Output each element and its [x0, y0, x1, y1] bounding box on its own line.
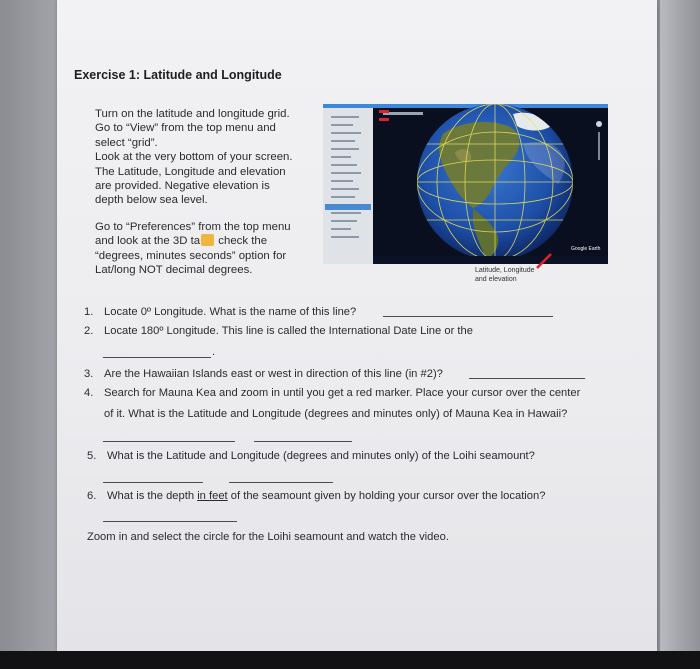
question-number: 1. [84, 306, 94, 318]
worksheet-page [57, 0, 657, 651]
intro-line: Go to “View” from the top menu and [95, 122, 276, 135]
answer-blank-q6[interactable] [103, 521, 237, 522]
prefs-line: Go to “Preferences” from the top menu [95, 221, 291, 233]
intro-line: depth below sea level. [95, 194, 208, 207]
caption-line: and elevation [475, 276, 517, 283]
page-title: Exercise 1: Latitude and Longitude [74, 68, 282, 82]
intro-line: The Latitude, Longitude and elevation [95, 165, 286, 178]
question-5 [87, 450, 535, 462]
answer-blank-q1[interactable] [383, 316, 553, 317]
prefs-line: “degrees, minutes seconds” option for [95, 249, 287, 262]
question-3 [84, 368, 443, 380]
question-number: 5. [87, 450, 97, 462]
background-right [660, 0, 700, 669]
bottom-edge [0, 651, 700, 669]
answer-blank-q3[interactable] [469, 378, 585, 379]
intro-line: Look at the very bottom of your screen. [95, 151, 293, 164]
question-text: Locate 0º Longitude. What is the name of this line? [104, 306, 357, 318]
question-number: 2. [84, 325, 94, 337]
question-text: of the seamount given by holding your cursor over the location? [227, 490, 546, 502]
question-1 [84, 306, 356, 318]
question-2 [84, 325, 473, 337]
question-text: Are the Hawaiian Islands east or west in direction of this line (in #2)? [104, 368, 443, 380]
intro-line: Turn on the latitude and longitude grid. [95, 108, 290, 120]
question-number: 6. [87, 490, 97, 502]
answer-blank-q4-long[interactable] [254, 441, 352, 442]
prefs-text-b: check the [215, 235, 268, 248]
question-text-underlined: in feet [197, 490, 228, 502]
question-number: 3. [84, 368, 94, 380]
intro-line: select “grid”. [95, 136, 158, 149]
answer-blank-q5-long[interactable] [229, 482, 333, 483]
question-4-line2: of it. What is the Latitude and Longitude (degrees and minutes only) of Mauna Kea in Hawaii? [104, 408, 568, 420]
background-left [0, 0, 60, 669]
closing-instruction: Zoom in and select the circle for the Loihi seamount and watch the video. [87, 531, 449, 543]
intro-line: are provided. Negative elevation is [95, 180, 270, 193]
question-text: What is the depth [107, 490, 198, 502]
question-6 [87, 490, 545, 502]
prefs-text-a: and look at the 3D ta [95, 235, 201, 248]
question-text: What is the Latitude and Longitude (degrees and minutes only) of the Loihi seamount? [107, 450, 535, 462]
question-list [57, 0, 657, 651]
google-earth-watermark: Google Earth [571, 246, 601, 252]
answer-blank-q4-lat[interactable] [103, 441, 235, 442]
answer-blank-q5-lat[interactable] [103, 482, 203, 483]
question-2-end: . [212, 346, 216, 358]
answer-blank-q2[interactable] [103, 357, 211, 358]
question-4 [84, 387, 580, 399]
question-number: 4. [84, 387, 94, 399]
question-text: Search for Mauna Kea and zoom in until you get a red marker. Place your cursor over the center [104, 387, 581, 399]
prefs-line: Lat/long NOT decimal degrees. [95, 264, 253, 277]
caption-line: Latitude, Longitude [475, 267, 535, 274]
question-text: Locate 180º Longitude. This line is called the International Date Line or the [104, 325, 473, 337]
